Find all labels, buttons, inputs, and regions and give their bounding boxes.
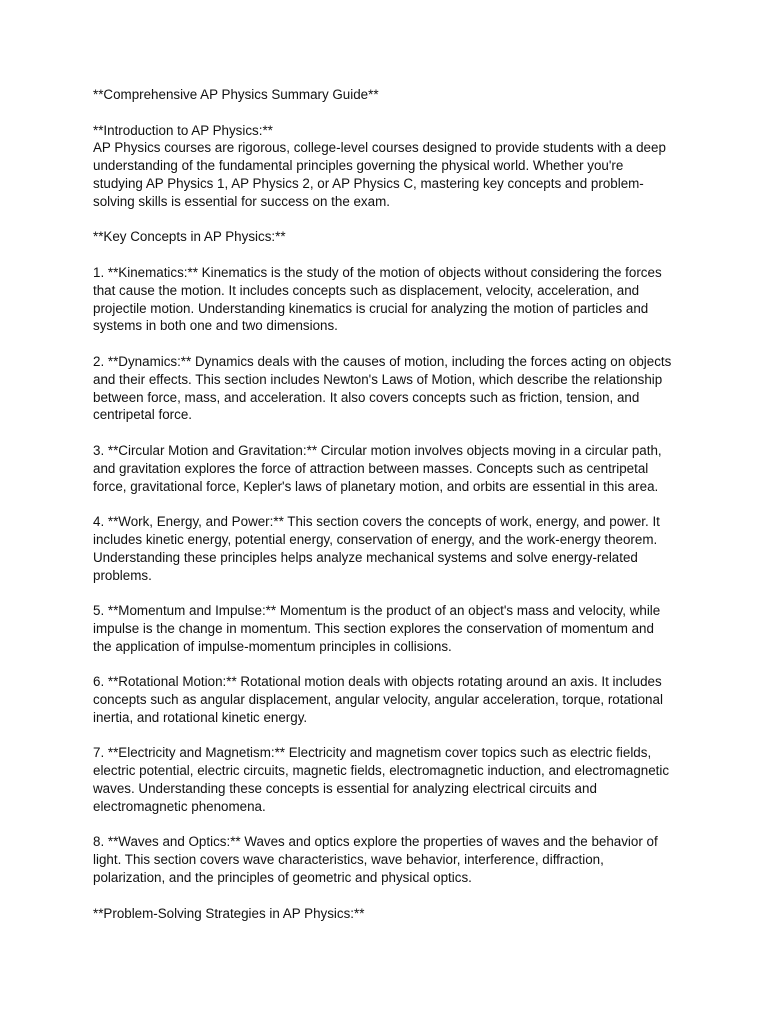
intro-section bbox=[93, 122, 673, 211]
concept-kinematics: 1. **Kinematics:** Kinematics is the study of the motion of objects without considering the forces that cause the motion. It includes concepts such as displacement, velocity, acceleration, and projectile motion. Understanding kinematics is crucial for analyzing the motion of particles and systems in both one and two dimensions. bbox=[93, 264, 662, 334]
key-concepts-heading: **Key Concepts in AP Physics:** bbox=[93, 229, 286, 245]
concept-momentum-impulse: 5. **Momentum and Impulse:** Momentum is the product of an object's mass and velocity, while impulse is the change in momentum. This section explores the conservation of momentum and the application of impulse-momentum principles in collisions. bbox=[93, 603, 661, 654]
concept-dynamics: 2. **Dynamics:** Dynamics deals with the causes of motion, including the forces acting on objects and their effects. This section includes Newton's Laws of Motion, which describe the relationship between force, mass, and acceleration. It also covers concepts such as friction, tension, and centripetal force. bbox=[93, 353, 672, 423]
concept-electricity-magnetism: 7. **Electricity and Magnetism:** Electricity and magnetism cover topics such as electric fields, electric potential, electric circuits, magnetic fields, electromagnetic induction, and electromagnetic waves. Understanding these concepts is essential for analyzing electrical circuits and electromagnetic phenomena. bbox=[93, 745, 670, 814]
concept-rotational-motion: 6. **Rotational Motion:** Rotational motion deals with objects rotating around an axis. It includes concepts such as angular displacement, angular velocity, angular acceleration, torque, rotational inertia, and rotational kinetic energy. bbox=[93, 674, 663, 725]
intro-text: AP Physics courses are rigorous, college-level courses designed to provide students with a deep understanding of the fundamental principles governing the physical world. Whether you're studying AP Physics 1, AP Physics 2, or AP Physics C, mastering key concepts and problem-solving skills is essential for success on the exam. bbox=[93, 140, 666, 209]
document-title: **Comprehensive AP Physics Summary Guide** bbox=[93, 87, 379, 102]
concept-work-energy-power: 4. **Work, Energy, and Power:** This section covers the concepts of work, energy, and power. It includes kinetic energy, potential energy, conservation of energy, and the work-energy theorem. Understanding these principles helps analyze mechanical systems and solve energy-related problems. bbox=[93, 514, 660, 583]
intro-heading: **Introduction to AP Physics:** bbox=[93, 122, 273, 138]
document-body bbox=[93, 86, 673, 922]
concept-waves-optics: 8. **Waves and Optics:** Waves and optics explore the properties of waves and the behavior of light. This section covers wave characteristics, wave behavior, interference, diffraction, polarization, and the principles of geometric and physical optics. bbox=[93, 834, 658, 886]
concept-circular-motion-gravitation: 3. **Circular Motion and Gravitation:** Circular motion involves objects moving in a circular path, and gravitation explores the force of attraction between masses. Concepts such as centripetal force, gravitational force, Kepler's laws of planetary motion, and orbits are essential in this area. bbox=[93, 442, 662, 494]
problem-solving-heading: **Problem-Solving Strategies in AP Physics:** bbox=[93, 905, 365, 921]
